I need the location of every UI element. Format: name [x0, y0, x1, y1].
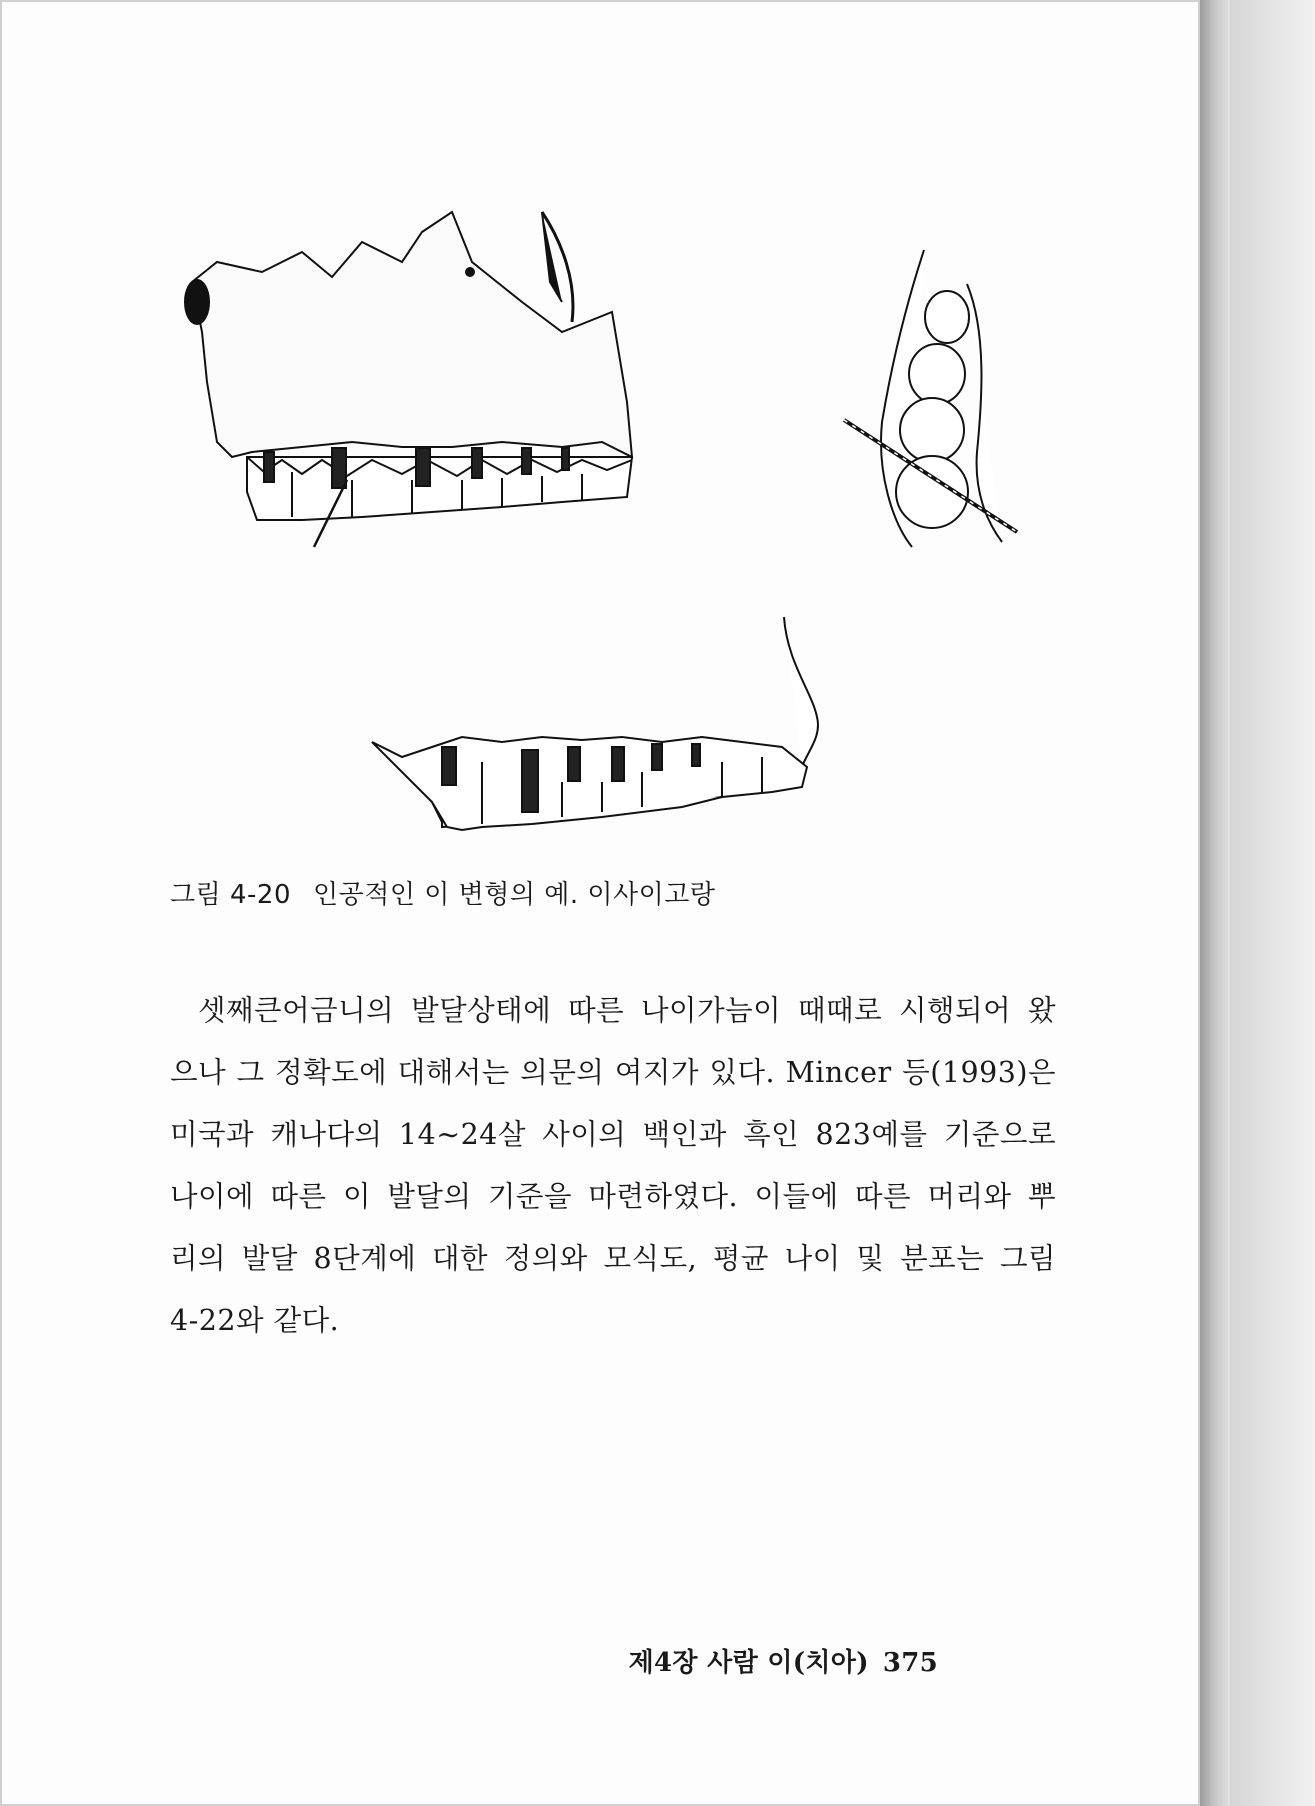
- page-shadow: [1230, 0, 1315, 1806]
- figure-caption-text: 인공적인 이 변형의 예. 이사이고랑: [313, 880, 716, 910]
- running-head: 제4장 사람 이(치아): [628, 1648, 869, 1678]
- figure-caption-label: 그림 4-20: [170, 880, 292, 910]
- page-footer: [629, 1642, 938, 1679]
- page-edge: [1200, 0, 1230, 1806]
- body-paragraph: [170, 980, 1056, 1352]
- tooth-modification-illustration: [2, 2, 1202, 862]
- body-line: 4-22와 같다.: [170, 1304, 340, 1337]
- page-number: 375: [882, 1648, 938, 1678]
- body-line: 미국과 캐나다의 14∼24살 사이의 백인과 흑인 823예를 기준으로: [170, 1118, 1056, 1151]
- body-line: 셋째큰어금니의 발달상태에 따른 나이가늠이 때때로 시행되어 왔: [198, 994, 1056, 1027]
- maxilla-drawing: [185, 212, 632, 547]
- body-line: 리의 발달 8단계에 대한 정의와 모식도, 평균 나이 및 분포는 그림: [170, 1242, 1056, 1275]
- tooth-row-drawing: [372, 617, 818, 830]
- body-line: 나이에 따른 이 발달의 기준을 마련하였다. 이들에 따른 머리와 뿌: [170, 1180, 1056, 1213]
- molar-side-drawing: [844, 250, 1017, 547]
- body-line: 으나 그 정확도에 대해서는 의문의 여지가 있다. Mincer 등(1993)은: [170, 1056, 1056, 1089]
- figure-caption: [170, 874, 715, 911]
